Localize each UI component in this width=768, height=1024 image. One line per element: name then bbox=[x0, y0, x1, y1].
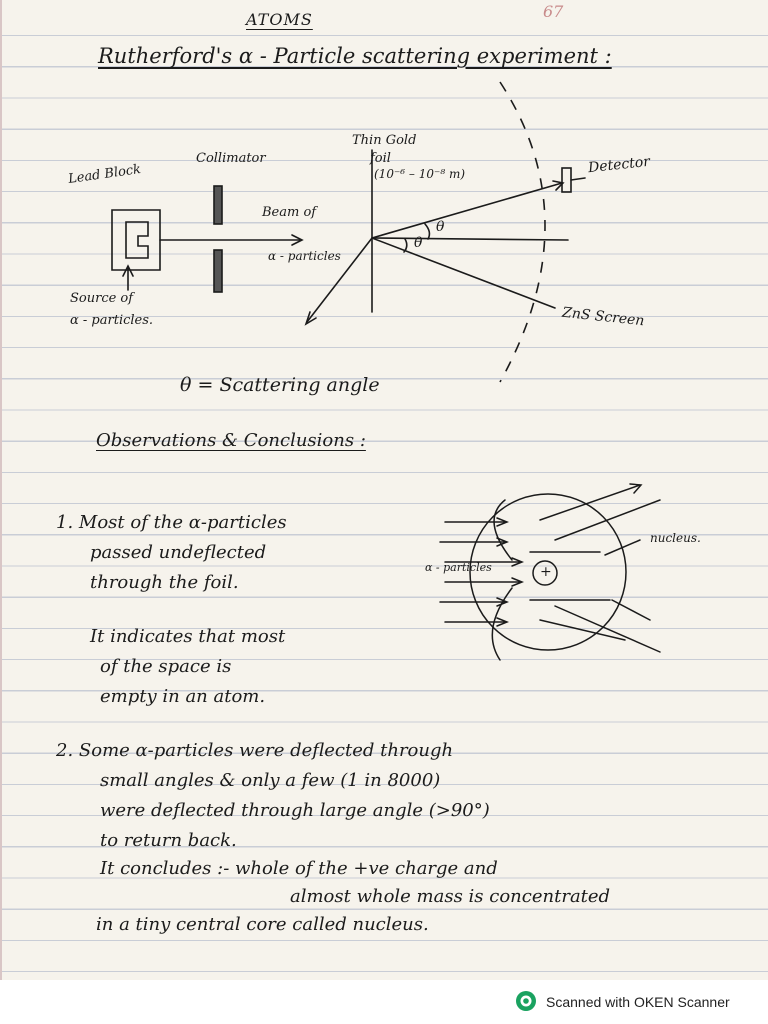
atom-nucleus-label: nucleus. bbox=[650, 531, 701, 545]
page-margin-line bbox=[0, 0, 2, 980]
point1-line: through the foil. bbox=[90, 572, 239, 593]
detector-label: Detector bbox=[587, 153, 651, 177]
source-label-line1: Source of bbox=[70, 291, 134, 306]
scattering-angle-caption: θ = Scattering angle bbox=[180, 374, 380, 396]
point2-line: to return back. bbox=[100, 830, 237, 851]
point1-conclusion-line: of the space is bbox=[100, 656, 232, 677]
page-title: Rutherford's α - Particle scattering experiment : bbox=[98, 44, 612, 68]
scanner-watermark-text: Scanned with OKEN Scanner bbox=[546, 994, 730, 1010]
point2-line: 2. Some α-particles were deflected through bbox=[56, 740, 454, 761]
atom-alpha-label: α - particles bbox=[425, 561, 492, 574]
point2-conclusion-line: almost whole mass is concentrated bbox=[290, 886, 611, 907]
lead-block-label: Lead Block bbox=[67, 161, 142, 188]
point2-conclusion-line: It concludes :- whole of the +ve charge and bbox=[100, 858, 498, 879]
page-number: 67 bbox=[543, 2, 564, 21]
page-heading: ATOMS bbox=[246, 10, 313, 29]
foil-thickness-label: (10⁻⁶ – 10⁻⁸ m) bbox=[374, 167, 466, 181]
point2-conclusion-line: in a tiny central core called nucleus. bbox=[96, 914, 429, 935]
thin-gold-label: Thin Gold bbox=[352, 133, 417, 148]
theta-label-lower: θ bbox=[414, 235, 423, 251]
scanner-footer bbox=[0, 980, 768, 1024]
zns-screen-label: ZnS Screen bbox=[561, 304, 646, 330]
point1-conclusion-line: It indicates that most bbox=[90, 626, 286, 647]
foil-label: foil bbox=[370, 151, 391, 166]
point2-line: small angles & only a few (1 in 8000) bbox=[100, 770, 441, 791]
nucleus-plus-symbol: + bbox=[540, 564, 552, 580]
collimator-label: Collimator bbox=[196, 151, 266, 166]
theta-label-upper: θ bbox=[436, 219, 445, 235]
observations-heading: Observations & Conclusions : bbox=[96, 430, 366, 451]
beam-label-line2: α - particles bbox=[268, 249, 341, 263]
oken-scanner-logo-icon bbox=[515, 990, 537, 1012]
point1-line: 1. Most of the α-particles bbox=[56, 512, 287, 533]
point1-conclusion-line: empty in an atom. bbox=[100, 686, 266, 707]
point2-line: were deflected through large angle (>90°) bbox=[100, 800, 490, 821]
point1-line: passed undeflected bbox=[90, 542, 267, 563]
source-label-line2: α - particles. bbox=[70, 313, 154, 328]
beam-label-line1: Beam of bbox=[262, 205, 317, 220]
